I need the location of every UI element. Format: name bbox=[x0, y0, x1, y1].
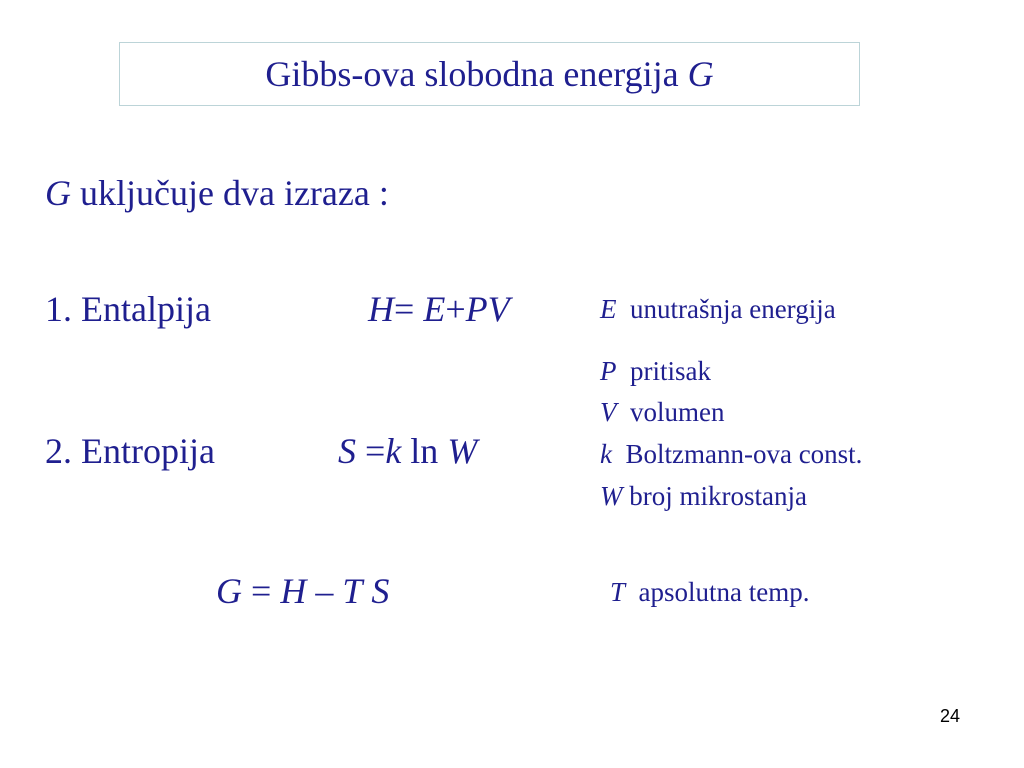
intro-symbol: G bbox=[45, 173, 71, 213]
eq-s: S bbox=[338, 431, 356, 471]
title-text: Gibbs-ova slobodna energija bbox=[265, 54, 688, 94]
legend-symbol: W bbox=[600, 481, 623, 511]
legend-symbol: P bbox=[600, 356, 617, 386]
legend-symbol: V bbox=[600, 397, 617, 427]
item1-label: 1. Entalpija bbox=[45, 289, 211, 329]
entropy-equation bbox=[338, 430, 477, 472]
eq-h: H bbox=[280, 571, 307, 611]
legend-item-t bbox=[610, 576, 810, 608]
legend-item-k bbox=[600, 438, 862, 470]
legend-text: Boltzmann-ova const. bbox=[625, 439, 863, 469]
eq-k: k bbox=[385, 431, 402, 471]
eq-equals: = bbox=[242, 571, 281, 611]
eq-t: T bbox=[342, 571, 363, 611]
legend-text: unutrašnja energija bbox=[630, 294, 836, 324]
legend-text: pritisak bbox=[630, 356, 711, 386]
legend-text: broj mikrostanja bbox=[629, 481, 807, 511]
enthalpy-equation bbox=[368, 288, 510, 330]
legend-text: volumen bbox=[630, 397, 725, 427]
title-symbol: G bbox=[687, 54, 714, 94]
legend-symbol: T bbox=[610, 577, 626, 607]
eq-s: S bbox=[371, 571, 390, 611]
eq-pv: PV bbox=[465, 289, 510, 329]
eq-ln: ln bbox=[401, 431, 448, 471]
legend-item-v bbox=[600, 396, 725, 428]
eq-minus: – bbox=[306, 571, 343, 611]
title-box bbox=[119, 42, 860, 106]
eq-h: H bbox=[368, 289, 394, 329]
slide-title bbox=[120, 53, 859, 95]
legend-symbol: E bbox=[600, 294, 617, 324]
eq-space bbox=[362, 571, 371, 611]
legend-symbol: k bbox=[600, 439, 612, 469]
intro-text: uključuje dva izraza : bbox=[71, 173, 389, 213]
intro-line bbox=[45, 172, 389, 214]
legend-text: apsolutna temp. bbox=[638, 577, 810, 607]
page-number: 24 bbox=[940, 706, 961, 726]
legend-item-p bbox=[600, 355, 711, 387]
eq-equals: = bbox=[356, 431, 386, 471]
eq-w: W bbox=[447, 431, 478, 471]
legend-item-e bbox=[600, 293, 836, 325]
item2-label: 2. Entropija bbox=[45, 431, 215, 471]
eq-g: G bbox=[216, 571, 242, 611]
eq-e: E bbox=[423, 289, 446, 329]
legend-item-w bbox=[600, 480, 807, 512]
gibbs-equation bbox=[216, 570, 389, 612]
eq-plus: + bbox=[445, 289, 466, 329]
eq-equals: = bbox=[394, 289, 424, 329]
